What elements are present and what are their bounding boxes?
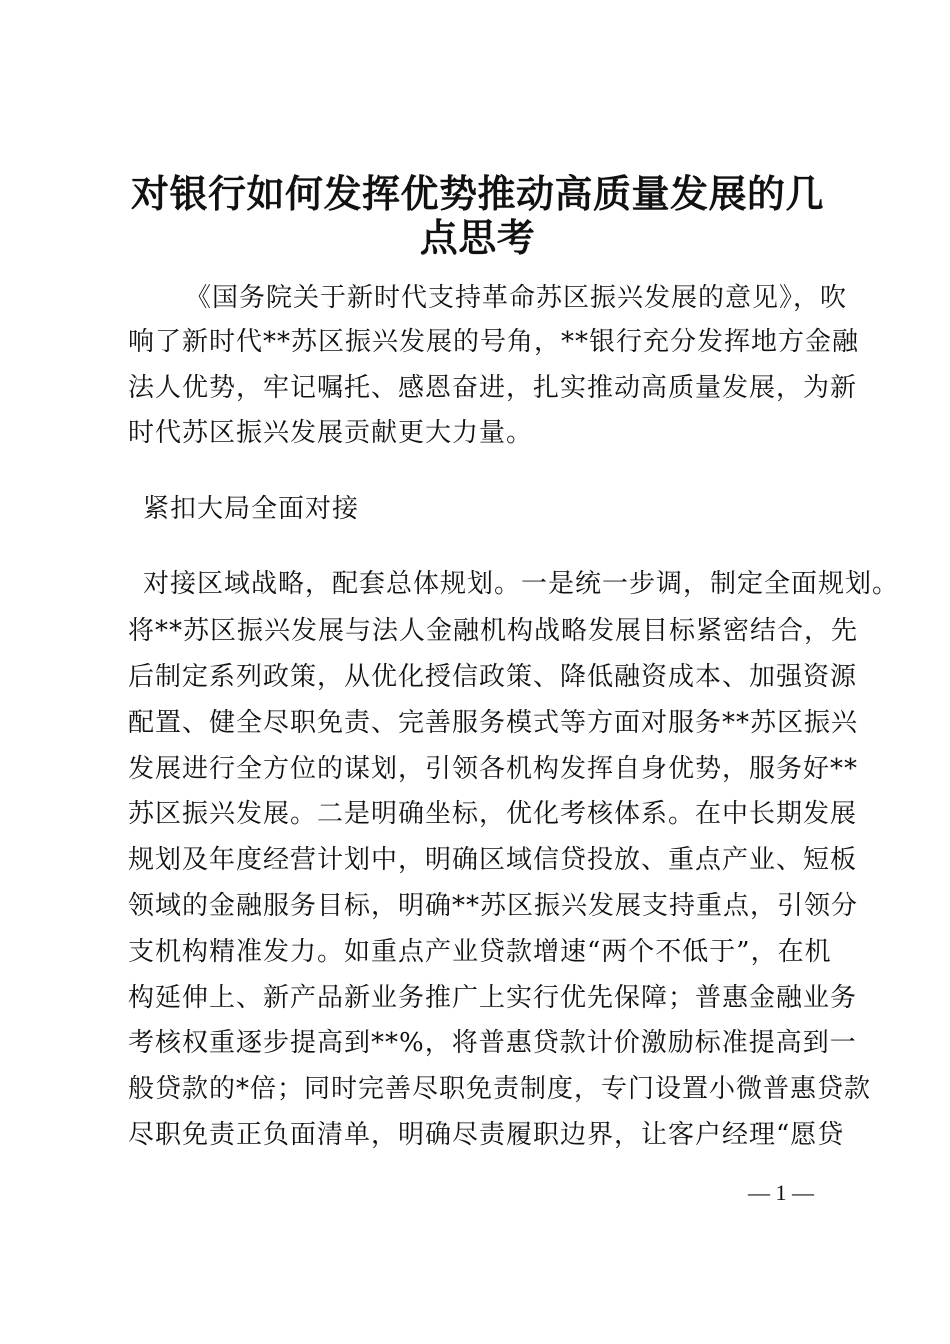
body-line: 将**苏区振兴发展与法人金融机构战略发展目标紧密结合，先 [128, 616, 859, 646]
body-line: 支机构精准发力。如重点产业贷款增速“两个不低于”，在机 [128, 937, 832, 967]
body-line: 发展进行全方位的谋划，引领各机构发挥自身优势，服务好** [128, 754, 859, 784]
body-line: 苏区振兴发展。二是明确坐标，优化考核体系。在中长期发展 [128, 799, 858, 829]
document-title: 对银行如何发挥优势推动高质量发展的几点思考 [130, 171, 824, 260]
intro-line: 《国务院关于新时代支持革命苏区振兴发展的意见》，吹 [185, 283, 848, 313]
page-number: — 1 — [748, 1180, 814, 1205]
body-line: 规划及年度经营计划中，明确区域信贷投放、重点产业、短板 [128, 845, 858, 875]
intro-line: 时代苏区振兴发展贡献更大力量。 [128, 418, 534, 448]
section-heading: 紧扣大局全面对接 [143, 494, 360, 524]
intro-line: 响了新时代**苏区振兴发展的号角，**银行充分发挥地方金融 [128, 327, 860, 357]
body-line: 考核权重逐步提高到**%，将普惠贷款计价激励标准提高到一 [128, 1028, 857, 1058]
body-line: 尽职免责正负面清单，明确尽责履职边界，让客户经理“愿贷 [128, 1120, 845, 1150]
body-line: 配置、健全尽职免责、完善服务模式等方面对服务**苏区振兴 [128, 708, 859, 738]
body-line: 般贷款的*倍；同时完善尽职免责制度，专门设置小微普惠贷款 [128, 1074, 872, 1104]
body-line: 构延伸上、新产品新业务推广上实行优先保障；普惠金融业务 [128, 983, 858, 1013]
intro-line: 法人优势，牢记嘱托、感恩奋进，扎实推动高质量发展，为新 [128, 373, 858, 403]
body-line: 领域的金融服务目标，明确**苏区振兴发展支持重点，引领分 [128, 891, 859, 921]
body-line: 对接区域战略，配套总体规划。一是统一步调，制定全面规划。 [143, 569, 900, 599]
body-line: 后制定系列政策，从优化授信政策、降低融资成本、加强资源 [128, 662, 858, 692]
